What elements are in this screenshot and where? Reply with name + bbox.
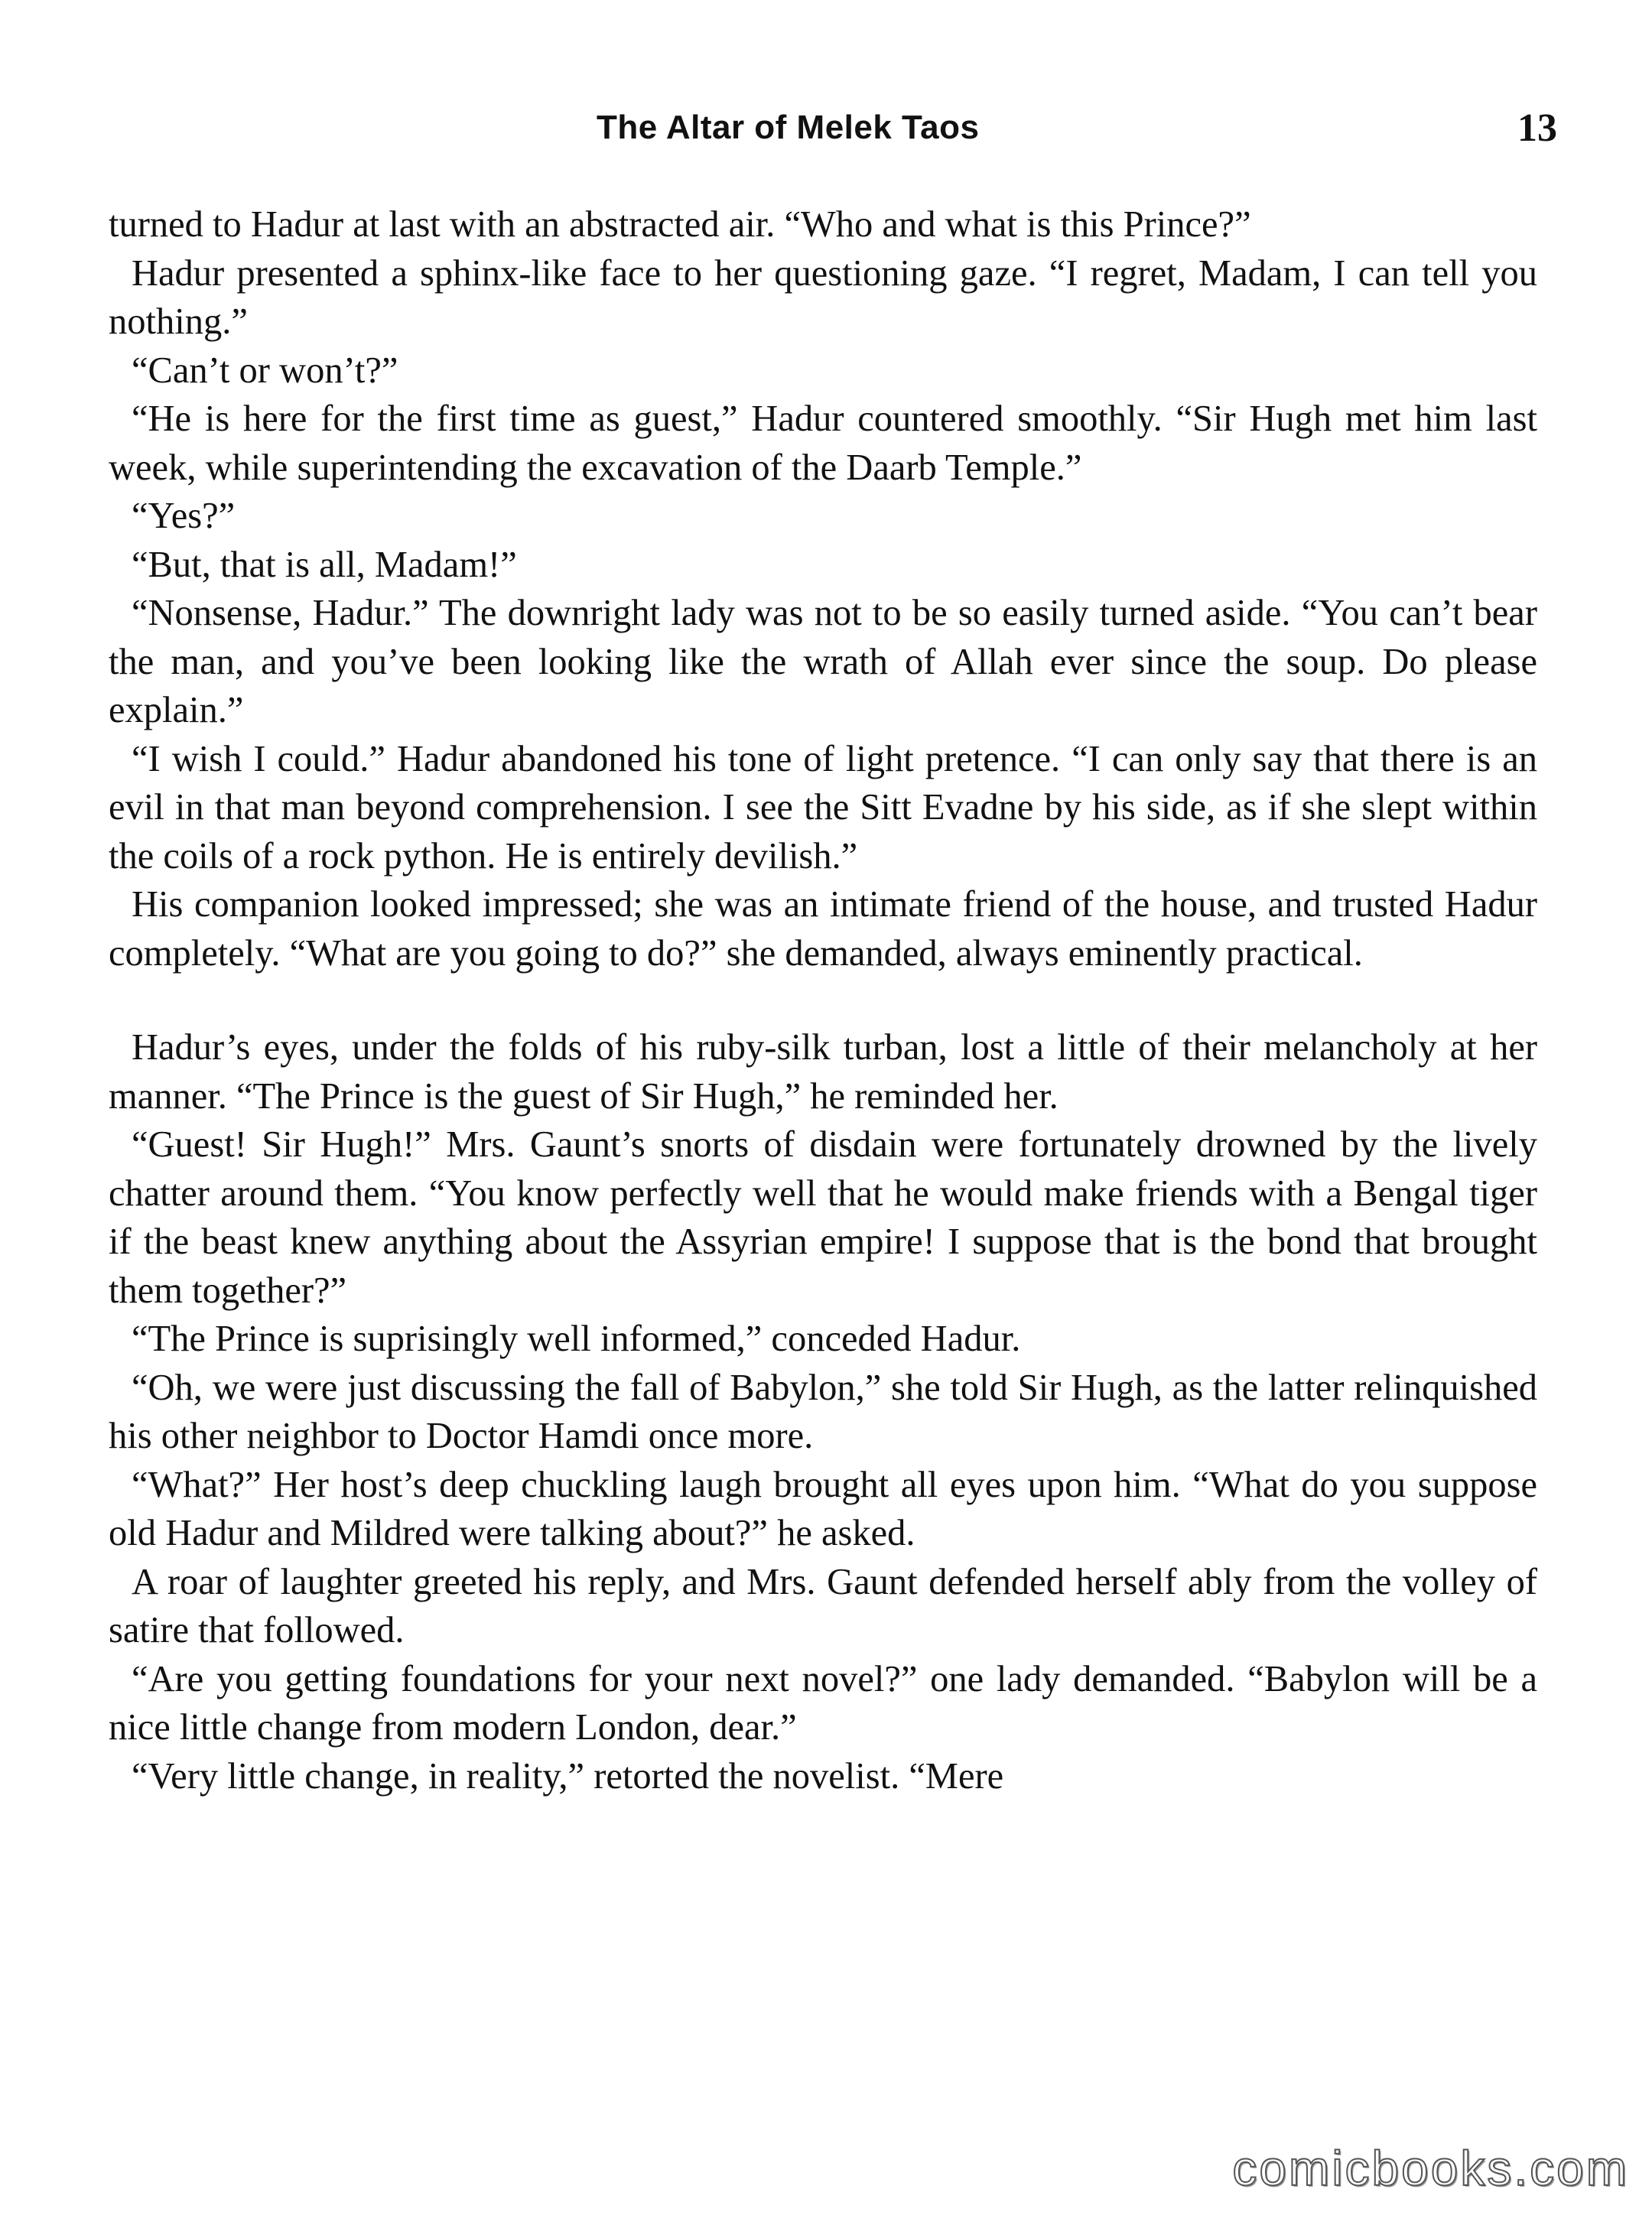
paragraph: “Yes?” (132, 496, 236, 536)
paragraph: His companion looked impressed; she was an intimate friend of the house, and trusted Hadur completely. “What are you going to do?” she demanded, always eminently practical. (109, 884, 1537, 974)
paragraph: Hadur presented a sphinx-like face to her questioning gaze. “I regret, Madam, I can tell you nothing.” (109, 252, 1537, 342)
page-header (0, 106, 1652, 154)
page-number: 13 (1517, 106, 1557, 150)
paragraph: “He is here for the first time as guest,” Hadur countered smoothly. “Sir Hugh met him last week, while superintending the excavation of the Daarb Temple.” (109, 398, 1537, 488)
page-body (109, 200, 1537, 1800)
paragraph: “Nonsense, Hadur.” The downright lady was not to be so easily turned aside. “You can’t bear the man, and you’ve been looking like the wrath of Allah ever since the soup. Do please explain.” (109, 593, 1537, 730)
paragraph: Hadur’s eyes, under the folds of his ruby-silk turban, lost a little of their melancholy at her manner. “The Prince is the guest of Sir Hugh,” he reminded her. (109, 1027, 1537, 1117)
paragraph: turned to Hadur at last with an abstracted air. “Who and what is this Prince?” (109, 204, 1251, 245)
paragraph: “Very little change, in reality,” retorted the novelist. “Mere (132, 1755, 1004, 1797)
paragraph: “But, that is all, Madam!” (132, 544, 517, 585)
paragraph: “The Prince is suprisingly well informed,” conceded Hadur. (132, 1319, 1021, 1359)
paragraph: “I wish I could.” Hadur abandoned his tone of light pretence. “I can only say that there is an evil in that man beyond comprehension. I see the Sitt Evadne by his side, as if she slept within the coils of a rock python. He is entirely devilish.” (109, 738, 1537, 876)
watermark: comicbooks.com (1232, 2141, 1629, 2196)
paragraph: “Guest! Sir Hugh!” Mrs. Gaunt’s snorts of disdain were fortunately drowned by the lively chatter around them. “You know perfectly well that he would make friends with a Bengal tiger if the beast knew anything about the Assyrian empire! I suppose that is the bond that brought them together?” (109, 1124, 1537, 1311)
paragraph: “What?” Her host’s deep chuckling laugh brought all eyes upon him. “What do you suppose old Hadur and Mildred were talking about?” he asked. (109, 1464, 1537, 1553)
paragraph: A roar of laughter greeted his reply, and Mrs. Gaunt defended herself ably from the volley of satire that followed. (109, 1561, 1537, 1650)
paragraph: “Can’t or won’t?” (132, 350, 398, 391)
paragraph: “Oh, we were just discussing the fall of Babylon,” she told Sir Hugh, as the latter relinquished his other neighbor to Doctor Hamdi once more. (109, 1367, 1537, 1456)
paragraph: “Are you getting foundations for your next novel?” one lady demanded. “Babylon will be a nice little change from modern London, dear.” (109, 1658, 1537, 1748)
running-title: The Altar of Melek Taos (597, 109, 980, 146)
